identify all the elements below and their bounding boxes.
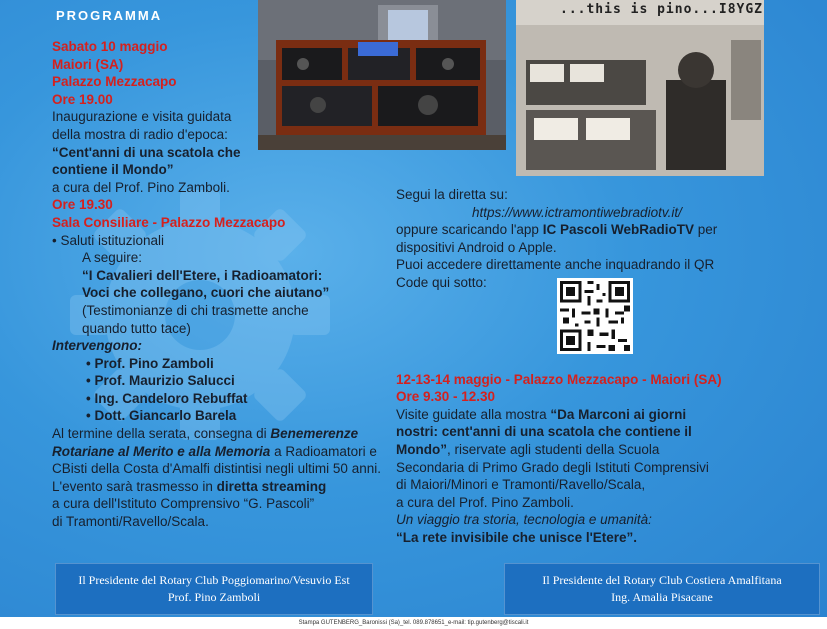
talk-title-2: Voci che collegano, cuori che aiutano” bbox=[82, 285, 330, 301]
day1-place: Maiori (SA) bbox=[52, 56, 124, 72]
app-name: IC Pascoli WebRadioTV bbox=[542, 222, 694, 238]
day2-heading: 12-13-14 maggio - Palazzo Mezzacapo - Maiori (SA) bbox=[396, 371, 722, 387]
qr-code-icon[interactable] bbox=[557, 278, 633, 354]
day1-venue: Palazzo Mezzacapo bbox=[52, 74, 177, 90]
closing-line-5: a cura dell'Istituto Comprensivo “G. Pascoli” bbox=[52, 496, 315, 512]
talk-title-1: “I Cavalieri dell'Etere, i Radioamatori: bbox=[82, 267, 323, 283]
visit-text: Visite guidate alla mostra bbox=[396, 406, 551, 422]
photo-caption: ...this is pino...I8YGZ bbox=[560, 2, 764, 17]
closing-line-2 bbox=[52, 443, 382, 461]
closing-text: a Radioamatori e bbox=[270, 443, 377, 459]
program-day1 bbox=[52, 38, 382, 531]
signature-left bbox=[55, 563, 373, 615]
closing-text: L'evento sarà trasmesso in bbox=[52, 478, 217, 494]
p1-line2: della mostra di radio d'epoca: bbox=[52, 126, 228, 142]
stream-link[interactable]: https://www.ictramontiwebradiotv.it/ bbox=[472, 204, 682, 220]
journey-line: Un viaggio tra storia, tecnologia e umanità: bbox=[396, 512, 652, 528]
left-president-title: Il Presidente del Rotary Club Poggiomarino/Vesuvio Est bbox=[78, 573, 350, 587]
visit-text: , riservate agli studenti della Scuola bbox=[446, 441, 660, 457]
greetings: • Saluti istituzionali bbox=[52, 232, 165, 248]
app-text: oppure scaricando l'app bbox=[396, 222, 543, 238]
visit-line-4: Secondaria di Primo Grado degli Istituti Comprensivi bbox=[396, 459, 709, 475]
vintage-operator-photo bbox=[516, 0, 764, 176]
exhibit2-title: “Da Marconi ai giorni bbox=[550, 406, 687, 422]
exhibit-title-1: “Cent'anni di una scatola che bbox=[52, 144, 241, 160]
speaker-item: • Ing. Candeloro Rebuffat bbox=[86, 390, 248, 406]
program-day2 bbox=[396, 186, 786, 547]
app-text: per bbox=[693, 222, 718, 238]
following-label: A seguire: bbox=[82, 250, 143, 266]
right-president-name: Ing. Amalia Pisacane bbox=[611, 590, 713, 604]
qr-line-2: Code qui sotto: bbox=[396, 274, 487, 290]
slogan: “La rete invisibile che unisce l'Etere”. bbox=[396, 529, 638, 545]
devices-line: dispositivi Android o Apple. bbox=[396, 239, 557, 255]
visit-line-2: nostri: cent'anni di una scatola che contiene il bbox=[396, 424, 692, 440]
talk-note-1: (Testimonianze di chi trasmette anche bbox=[82, 302, 309, 318]
speaker-item: • Prof. Maurizio Salucci bbox=[86, 373, 235, 389]
speaker-item: • Dott. Giancarlo Barela bbox=[86, 408, 237, 424]
visit-line-5: di Maiori/Minori e Tramonti/Ravello/Scala, bbox=[396, 477, 646, 493]
p1-line1: Inaugurazione e visita guidata bbox=[52, 109, 232, 125]
visit-line-6: a cura del Prof. Pino Zamboli. bbox=[396, 494, 574, 510]
talk-note-2: quando tutto tace) bbox=[82, 320, 191, 336]
closing-line-6: di Tramonti/Ravello/Scala. bbox=[52, 514, 209, 530]
closing-line-4 bbox=[52, 478, 382, 496]
award-name-part2: Rotariane al Merito e alla Memoria bbox=[52, 443, 271, 459]
award-name-part1: Benemerenze bbox=[270, 426, 359, 442]
exhibit-title-2: contiene il Mondo” bbox=[52, 162, 174, 178]
signature-right bbox=[504, 563, 820, 615]
streaming-label: diretta streaming bbox=[216, 478, 327, 494]
right-president-title: Il Presidente del Rotary Club Costiera Amalfitana bbox=[542, 573, 782, 587]
day1-date: Sabato 10 maggio bbox=[52, 39, 168, 54]
closing-line-3: CBisti della Costa d'Amalfi distintisi negli ultimi 50 anni. bbox=[52, 461, 381, 477]
visit-line-3 bbox=[396, 441, 786, 459]
day2-time: Ore 9.30 - 12.30 bbox=[396, 389, 496, 405]
day1-time: Ore 19.00 bbox=[52, 91, 113, 107]
print-credit: Stampa GUTENBERG_Baronissi (Sa)_tel. 089.878651_e-mail: tip.gutenberg@tiscali.it bbox=[0, 617, 827, 629]
exhibit-curator: a cura del Prof. Pino Zamboli. bbox=[52, 179, 230, 195]
exhibit2-title-end: Mondo” bbox=[396, 441, 447, 457]
follow-label: Segui la diretta su: bbox=[396, 187, 508, 202]
visit-line-1 bbox=[396, 406, 786, 424]
closing-line-1 bbox=[52, 425, 382, 443]
speaker-item: • Prof. Pino Zamboli bbox=[86, 355, 214, 371]
closing-text: Al termine della serata, consegna di bbox=[52, 426, 271, 442]
speakers-label: Intervengono: bbox=[52, 338, 142, 354]
time2: Ore 19.30 bbox=[52, 197, 113, 213]
left-president-name: Prof. Pino Zamboli bbox=[167, 590, 261, 604]
program-heading: PROGRAMMA bbox=[56, 8, 163, 23]
qr-line-1: Puoi accedere direttamente anche inquadrando il QR bbox=[396, 257, 715, 273]
venue2: Sala Consiliare - Palazzo Mezzacapo bbox=[52, 214, 286, 230]
app-line bbox=[396, 221, 786, 239]
